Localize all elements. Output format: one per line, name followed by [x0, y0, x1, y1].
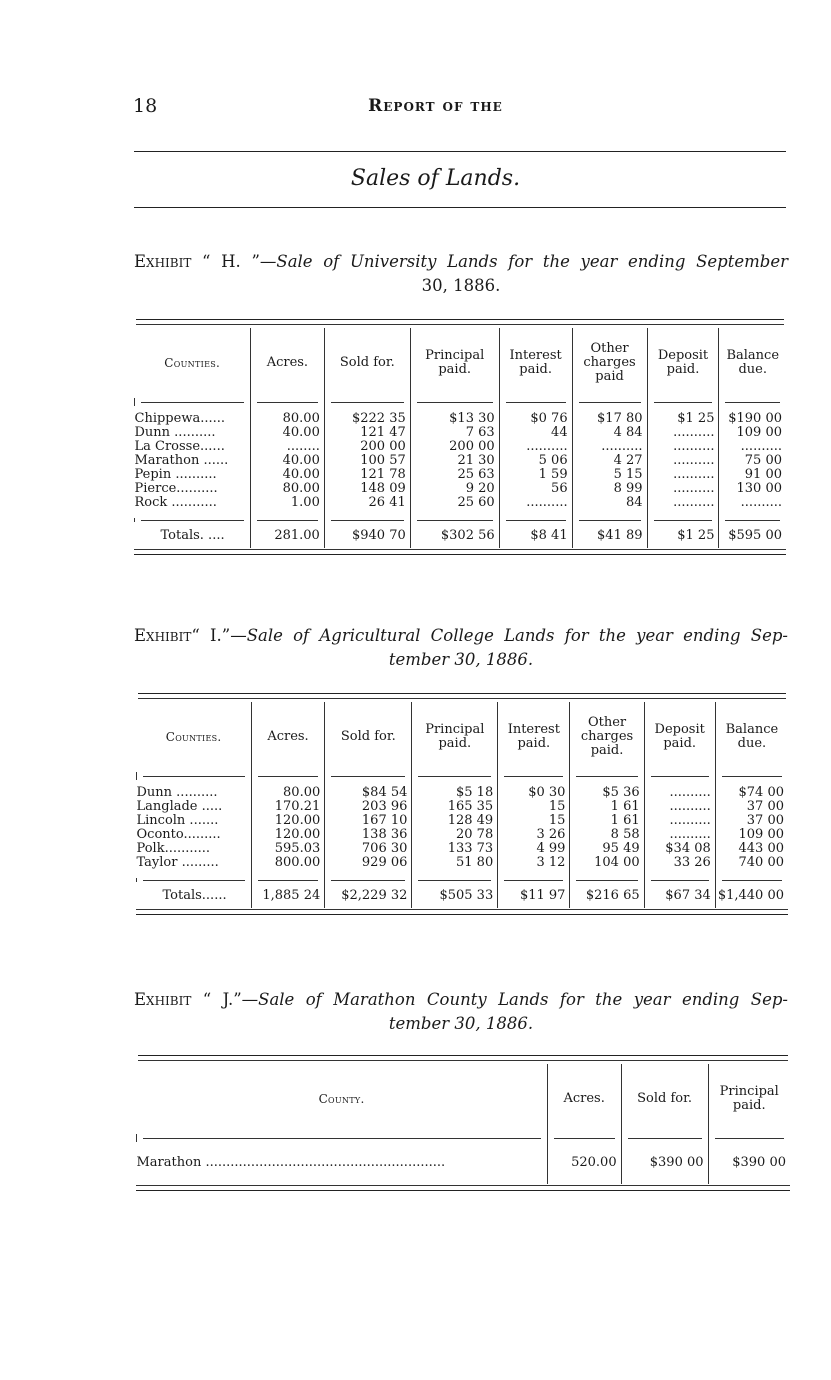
page-number: 18: [133, 95, 158, 117]
table-i-header-row: [137, 702, 789, 772]
total-value-cell: $595 00: [719, 522, 786, 548]
value-cell: 128 49: [412, 814, 498, 828]
value-cell: $222 35: [324, 406, 410, 426]
table-i-top-rule-1: [138, 693, 786, 694]
top-rule: [134, 151, 786, 152]
exhibit-h-label: Exhibit “ H. ”: [134, 252, 260, 271]
col-header-other-charges: Other charges paid: [572, 328, 647, 398]
table-h-body: [135, 406, 787, 548]
value-cell: 3 12: [498, 856, 570, 878]
table-h-bottom-rule-1: [134, 549, 786, 550]
col-header-principal: Principal paid.: [412, 702, 498, 772]
total-value-cell: $302 56: [410, 522, 499, 548]
table-row: [135, 426, 787, 440]
col-header-balance: Balance due.: [715, 702, 788, 772]
value-cell: ..........: [647, 454, 719, 468]
value-cell: 80.00: [250, 482, 324, 496]
value-cell: 4 99: [498, 842, 570, 856]
county-name-cell: Dunn ..........: [136, 785, 218, 800]
table-row: [137, 1142, 791, 1184]
value-cell: ..........: [647, 496, 719, 518]
value-cell: 84: [572, 496, 647, 518]
value-cell: 1 61: [570, 800, 644, 814]
exhibit-i-title-1: —Sale of Agricultural College Lands for the year ending Sep-: [230, 626, 789, 645]
value-cell: 80.00: [251, 780, 324, 800]
value-cell: 200 00: [324, 440, 410, 454]
table-h-bottom-rule-2: [134, 554, 786, 555]
value-cell: $84 54: [325, 780, 412, 800]
value-cell: 75 00: [719, 454, 786, 468]
value-cell: 929 06: [325, 856, 412, 878]
col-header-principal: Principal paid.: [410, 328, 499, 398]
table-h-header-row: [135, 328, 787, 398]
value-cell: 95 49: [570, 842, 644, 856]
value-cell: 40.00: [250, 468, 324, 482]
running-title: Report of the: [368, 96, 503, 116]
table-i-bottom-rule-1: [136, 909, 788, 910]
value-cell: 20 78: [412, 828, 498, 842]
table-row: [137, 780, 789, 800]
total-value-cell: 1,885 24: [251, 882, 324, 908]
value-cell: 7 63: [410, 426, 499, 440]
table-i-body: [137, 780, 789, 908]
col-header-balance: Balance due.: [719, 328, 786, 398]
value-cell: ..........: [647, 426, 719, 440]
total-value-cell: $1 25: [647, 522, 719, 548]
totals-row: [137, 882, 789, 908]
value-cell: ..........: [644, 800, 715, 814]
table-j-body: [137, 1142, 791, 1184]
totals-row: [135, 522, 787, 548]
exhibit-j-caption: [134, 988, 788, 1036]
table-j-bottom-rule-2: [136, 1190, 790, 1191]
value-cell: $5 36: [570, 780, 644, 800]
exhibit-h-title-1: —Sale of University Lands for the year ending September: [259, 252, 788, 271]
value-cell: 100 57: [324, 454, 410, 468]
value-cell: $17 80: [572, 406, 647, 426]
exhibit-h-caption: [134, 250, 788, 298]
value-cell: ..........: [644, 814, 715, 828]
value-cell: 5 15: [572, 468, 647, 482]
value-cell: $1 25: [647, 406, 719, 426]
table-row: [135, 496, 787, 518]
value-cell: 165 35: [412, 800, 498, 814]
totals-label: Totals......: [162, 888, 227, 903]
value-cell: 8 58: [570, 828, 644, 842]
total-value-cell: 281.00: [250, 522, 324, 548]
section-title: Sales of Lands.: [350, 166, 521, 191]
value-cell: $13 30: [410, 406, 499, 426]
value-cell: $34 08: [644, 842, 715, 856]
value-cell: $390 00: [621, 1142, 708, 1184]
col-header-other-charges: Other charges paid.: [570, 702, 644, 772]
value-cell: ..........: [719, 496, 786, 518]
total-value-cell: $41 89: [572, 522, 647, 548]
col-header-deposit: Deposit paid.: [644, 702, 715, 772]
value-cell: 121 47: [324, 426, 410, 440]
table-j-header-row: [137, 1064, 791, 1134]
total-value-cell: $2,229 32: [325, 882, 412, 908]
value-cell: 51 80: [412, 856, 498, 878]
value-cell: ..........: [572, 440, 647, 454]
value-cell: 15: [498, 814, 570, 828]
county-name-cell: Lincoln .......: [136, 813, 219, 828]
value-cell: 25 63: [410, 468, 499, 482]
table-row: [135, 468, 787, 482]
value-cell: 9 20: [410, 482, 499, 496]
col-header-sold-for: Sold for.: [621, 1064, 708, 1134]
value-cell: ..........: [499, 440, 572, 454]
table-row: [135, 454, 787, 468]
county-name-cell: Taylor .........: [136, 855, 219, 870]
total-value-cell: $940 70: [324, 522, 410, 548]
value-cell: 740 00: [715, 856, 788, 878]
table-i-bottom-rule-2: [136, 914, 788, 915]
table-j-top-rule-2: [138, 1060, 788, 1061]
county-name-cell: Polk...........: [136, 841, 211, 856]
exhibit-j-title-1: —Sale of Marathon County Lands for the year ending Sep-: [241, 990, 788, 1009]
value-cell: 170.21: [251, 800, 324, 814]
table-row: [137, 800, 789, 814]
value-cell: 120.00: [251, 828, 324, 842]
total-value-cell: $11 97: [498, 882, 570, 908]
county-name-cell: Marathon ..........................................................: [136, 1155, 446, 1170]
value-cell: ..........: [644, 828, 715, 842]
col-header-counties: Counties.: [164, 356, 221, 370]
table-row: [135, 406, 787, 426]
value-cell: 133 73: [412, 842, 498, 856]
value-cell: 4 27: [572, 454, 647, 468]
exhibit-i-label: Exhibit“ I.”: [134, 626, 231, 645]
col-header-interest: Interest paid.: [499, 328, 572, 398]
col-header-counties: Counties.: [165, 730, 222, 744]
table-row: [135, 440, 787, 454]
county-name-cell: Oconto.........: [136, 827, 221, 842]
value-cell: 203 96: [325, 800, 412, 814]
value-cell: 148 09: [324, 482, 410, 496]
value-cell: 595.03: [251, 842, 324, 856]
value-cell: 1 61: [570, 814, 644, 828]
exhibit-j-label: Exhibit “ J.”: [134, 990, 242, 1009]
value-cell: 109 00: [719, 426, 786, 440]
value-cell: 44: [499, 426, 572, 440]
value-cell: $390 00: [708, 1142, 790, 1184]
value-cell: ..........: [644, 780, 715, 800]
exhibit-h-title-2: 30, 1886.: [421, 276, 501, 295]
value-cell: 1.00: [250, 496, 324, 518]
value-cell: 5 06: [499, 454, 572, 468]
value-cell: $5 18: [412, 780, 498, 800]
table-exhibit-j: [136, 1064, 790, 1184]
table-j-top-rule-1: [138, 1055, 788, 1056]
value-cell: 138 36: [325, 828, 412, 842]
value-cell: 120.00: [251, 814, 324, 828]
table-exhibit-h: [134, 328, 786, 548]
value-cell: 80.00: [250, 406, 324, 426]
county-name-cell: Langlade .....: [136, 799, 223, 814]
county-name-cell: La Crosse......: [134, 439, 225, 454]
total-value-cell: $216 65: [570, 882, 644, 908]
col-header-acres: Acres.: [250, 328, 324, 398]
value-cell: ........: [250, 440, 324, 454]
col-header-county: County.: [318, 1092, 365, 1106]
total-value-cell: $505 33: [412, 882, 498, 908]
value-cell: 200 00: [410, 440, 499, 454]
value-cell: 520.00: [547, 1142, 621, 1184]
table-h-top-rule-2: [136, 324, 784, 325]
table-exhibit-i: [136, 702, 788, 908]
county-name-cell: Pierce..........: [134, 481, 218, 496]
total-value-cell: $8 41: [499, 522, 572, 548]
col-header-acres: Acres.: [251, 702, 324, 772]
value-cell: ..........: [647, 440, 719, 454]
exhibit-i-caption: [134, 624, 788, 672]
table-h-top-rule-1: [136, 319, 784, 320]
value-cell: 130 00: [719, 482, 786, 496]
value-cell: ..........: [719, 440, 786, 454]
col-header-principal: Principal paid.: [708, 1064, 790, 1134]
totals-label: Totals. ....: [160, 528, 225, 543]
value-cell: 443 00: [715, 842, 788, 856]
county-name-cell: Pepin ..........: [134, 467, 217, 482]
county-name-cell: Rock ...........: [134, 495, 217, 510]
value-cell: $0 30: [498, 780, 570, 800]
total-value-cell: $1,440 00: [715, 882, 788, 908]
value-cell: 40.00: [250, 426, 324, 440]
value-cell: 40.00: [250, 454, 324, 468]
value-cell: ..........: [647, 468, 719, 482]
col-header-sold-for: Sold for.: [324, 328, 410, 398]
exhibit-j-title-2: tember 30, 1886.: [388, 1014, 534, 1033]
table-i-top-rule-2: [138, 698, 786, 699]
value-cell: 56: [499, 482, 572, 496]
total-value-cell: $67 34: [644, 882, 715, 908]
value-cell: 800.00: [251, 856, 324, 878]
value-cell: 121 78: [324, 468, 410, 482]
value-cell: 3 26: [498, 828, 570, 842]
value-cell: 1 59: [499, 468, 572, 482]
value-cell: 8 99: [572, 482, 647, 496]
table-row: [137, 814, 789, 828]
table-row: [137, 842, 789, 856]
value-cell: 91 00: [719, 468, 786, 482]
value-cell: $0 76: [499, 406, 572, 426]
value-cell: $74 00: [715, 780, 788, 800]
table-row: [135, 482, 787, 496]
value-cell: 37 00: [715, 814, 788, 828]
value-cell: $190 00: [719, 406, 786, 426]
value-cell: 109 00: [715, 828, 788, 842]
col-header-interest: Interest paid.: [498, 702, 570, 772]
value-cell: 4 84: [572, 426, 647, 440]
section-rule: [134, 207, 786, 208]
value-cell: 104 00: [570, 856, 644, 878]
value-cell: ..........: [647, 482, 719, 496]
county-name-cell: Dunn ..........: [134, 425, 216, 440]
col-header-acres: Acres.: [547, 1064, 621, 1134]
county-name-cell: Chippewa......: [134, 411, 225, 426]
value-cell: 33 26: [644, 856, 715, 878]
value-cell: 15: [498, 800, 570, 814]
table-row: [137, 828, 789, 842]
value-cell: 26 41: [324, 496, 410, 518]
col-header-sold-for: Sold for.: [325, 702, 412, 772]
value-cell: 167 10: [325, 814, 412, 828]
value-cell: 37 00: [715, 800, 788, 814]
col-header-deposit: Deposit paid.: [647, 328, 719, 398]
value-cell: 21 30: [410, 454, 499, 468]
table-j-bottom-rule-1: [136, 1185, 790, 1186]
county-name-cell: Marathon ......: [134, 453, 229, 468]
table-row: [137, 856, 789, 878]
value-cell: ..........: [499, 496, 572, 518]
value-cell: 706 30: [325, 842, 412, 856]
value-cell: 25 60: [410, 496, 499, 518]
exhibit-i-title-2: tember 30, 1886.: [388, 650, 534, 669]
